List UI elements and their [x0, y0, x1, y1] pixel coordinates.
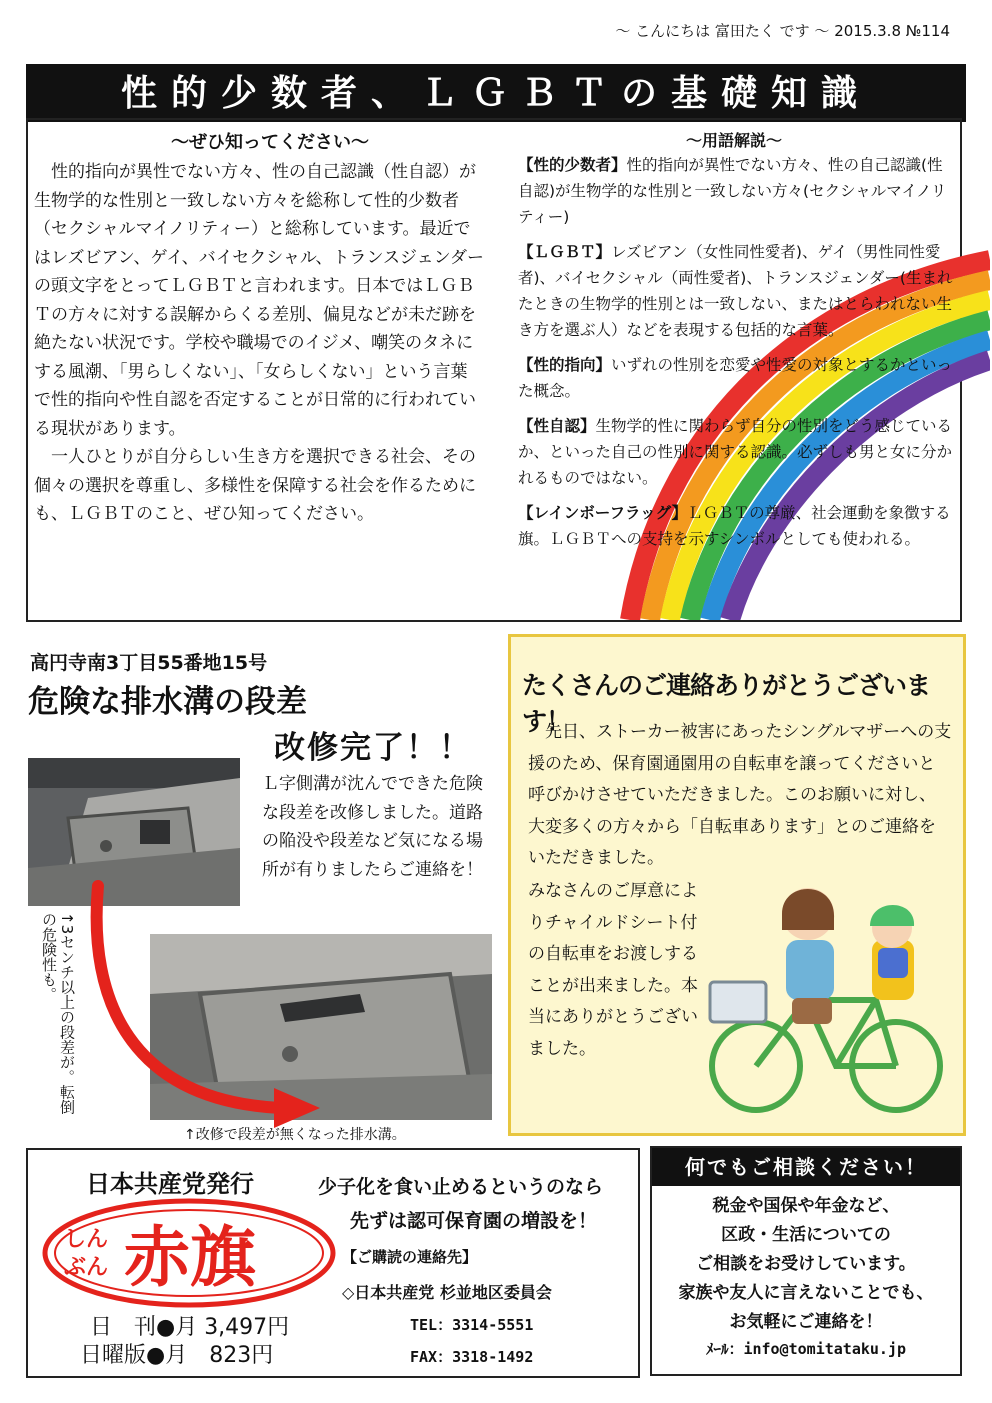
ad-publisher: 日本共産党発行: [86, 1169, 254, 1198]
svg-text:赤旗: 赤旗: [124, 1218, 256, 1296]
term-definition: ＬＧＢＴの尊厳、社会運動を象徴する旗。ＬＧＢＴへの支持を示すシンボルとしても使われる。: [518, 504, 951, 548]
lgbt-paragraph: 一人ひとりが自分らしい生き方を選択できる社会、その個々の選択を尊重し、多様性を保障する社会を作るためにも、ＬＧＢＴのこと、ぜひ知ってください。: [34, 447, 476, 524]
ad-phone-number[interactable]: TEL：3314-5551: [410, 1316, 534, 1334]
term-definition: 生物学的性に関わらず自分の性別をどう感じているか、といった自己の性別に関する認識。必ずしも男と女に分かれるものではない。: [518, 417, 953, 487]
step-warning-note: ↑3センチ以上の段差が。転倒の危険性も。: [40, 912, 76, 1115]
ad-slogan: 少子化を食い止めるというのなら: [318, 1176, 604, 1198]
lgbt-paragraph: 性的指向が異性でない方々、性の自己認識（性自認）が生物学的な性別と一致しない方々を総称して性的少数者（セクシャルマイノリティー）と総称しています。最近ではレズビアン、ゲイ、バイセクシャル、トランスジェンダーの頭文字をとってＬＧＢＴと言われます。日本ではＬＧＢＴの方々に対する誤解からくる差別、偏見などが未だ跡を絶たない状況です。学校や職場でのイジメ、嘲笑のタネにする風潮、「男らしくない」、「女らしくない」という言葉で性的指向や性自認を否定することが日常的に行われている現状があります。: [34, 162, 484, 439]
lgbt-heading: ～ぜひ知ってください～: [171, 132, 369, 153]
term-definition: いずれの性別を恋愛や性愛の対象とするかといった概念。: [518, 356, 953, 400]
consultation-line: 税金や国保や年金など、: [712, 1196, 900, 1216]
svg-text:しん: しん: [64, 1227, 109, 1252]
consultation-line: お気軽にご連絡を！: [729, 1312, 883, 1332]
price-sunday: 日曜版●月 823円: [80, 1343, 274, 1368]
term-label: 【性自認】: [518, 417, 596, 435]
ad-contact-heading: 【ご購読の連絡先】: [342, 1248, 478, 1266]
term-label: 【レインボーフラッグ】: [518, 504, 688, 522]
thanks-followup: みなさんのご厚意によりチャイルドシート付の自転車をお渡しすることが出来ました。本当にありがとうございました。: [528, 881, 698, 1059]
bicycle-illustration: [696, 870, 958, 1122]
drain-after-caption: ↑改修で段差が無くなった排水溝。: [184, 1127, 406, 1143]
lgbt-body: [34, 158, 484, 529]
svg-text:ぶん: ぶん: [64, 1255, 109, 1280]
term-item: [518, 500, 954, 552]
term-item: [518, 152, 954, 230]
thanks-heading: たくさんのご連絡ありがとうございます！: [522, 671, 931, 736]
consultation-line: ご相談をお受けしています。: [696, 1254, 916, 1274]
repair-headline: 危険な排水溝の段差: [28, 684, 307, 720]
ad-party-office: ◇日本共産党 杉並地区委員会: [342, 1283, 552, 1302]
term-label: 【性的指向】: [518, 356, 612, 374]
term-item: [518, 352, 954, 404]
consultation-heading: 何でもご相談ください！: [652, 1148, 960, 1186]
repair-address: 高円寺南3丁目55番地15号: [30, 652, 268, 674]
terms-list: [518, 152, 954, 561]
ad-fax-number: FAX：3318-1492: [410, 1348, 534, 1366]
consultation-body: [652, 1192, 960, 1337]
thanks-paragraph: 先日、ストーカー被害にあったシングルマザーへの支援のため、保育園通園用の自転車を譲ってくださいと呼びかけさせていただきました。このお願いに対し、大変多くの方々から「自転車あります」とのご連絡をいただきました。: [528, 722, 952, 868]
term-definition: レズビアン（女性同性愛者)、ゲイ（男性同性愛者)、バイセクシャル（両性愛者)、トランスジェンダー(生まれたときの生物学的性別とは一致しない、またはとらわれない生き方を選ぶ人）などを表現する包括的な言葉。: [518, 243, 953, 339]
term-definition: 性的指向が異性でない方々、性の自己認識(性自認)が生物学的な性別と一致しない方々(セクシャルマイノリティー): [518, 156, 947, 226]
akahata-logo: [42, 1198, 336, 1308]
consultation-line: 家族や友人に言えないことでも、: [678, 1283, 934, 1303]
ad-slogan: 先ずは認可保育園の増設を！: [350, 1210, 598, 1232]
term-item: [518, 413, 954, 491]
page-title: 性的少数者、ＬＧＢＴの基礎知識: [26, 64, 966, 122]
term-label: 【性的少数者】: [518, 156, 627, 174]
red-arrow-icon: [70, 880, 330, 1140]
terms-heading: ～用語解説～: [685, 131, 782, 150]
term-label: 【ＬＧＢＴ】: [518, 243, 612, 261]
repair-headline-completed: 改修完了！！: [274, 730, 472, 766]
issue-header: ～ こんにちは 富田たく です ～ 2015.3.8 №114: [615, 22, 950, 40]
price-daily: 日 刊●月 3,497円: [90, 1315, 290, 1340]
term-item: [518, 239, 954, 343]
repair-description: Ｌ字側溝が沈んでできた危険な段差を改修しました。道路の陥没や段差など気になる場所が有りましたらご連絡を！: [262, 774, 483, 880]
consultation-line: 区政・生活についての: [721, 1225, 891, 1245]
contact-email-link[interactable]: ﾒｰﾙ：info@tomitataku.jp: [705, 1340, 907, 1358]
thanks-body: [528, 717, 952, 875]
